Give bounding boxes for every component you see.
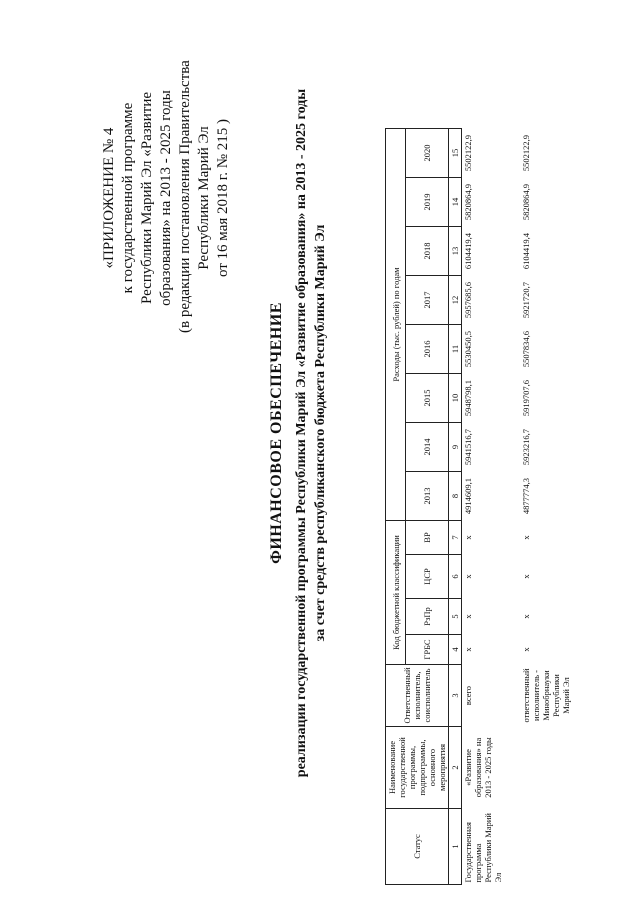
column-number: 15 — [449, 129, 462, 178]
column-number: 7 — [449, 521, 462, 555]
header-csr: ЦСР — [406, 555, 449, 599]
row-name: «Развитие образования» на 2013 - 2025 годы — [463, 737, 493, 798]
header-status: Статус — [386, 809, 449, 885]
header-rzpr: РзПр — [406, 599, 449, 635]
row-value: 5921720,7 — [520, 281, 531, 319]
row-value: 5919707,6 — [520, 379, 531, 417]
header-name: Наименование государственной программы, подпрограммы, основного мероприятия — [386, 727, 449, 809]
column-number: 13 — [449, 227, 462, 276]
header-year: 2014 — [406, 423, 449, 472]
row-value: 5820864,9 — [520, 183, 531, 221]
column-number: 14 — [449, 178, 462, 227]
row-value: 5530450,5 — [463, 330, 473, 368]
appendix-line: к государственной программе — [120, 102, 136, 294]
column-number: 10 — [449, 374, 462, 423]
column-number: 3 — [449, 665, 462, 727]
row-vr: x — [463, 535, 473, 540]
row-value: 5923216,7 — [520, 428, 531, 466]
header-year: 2018 — [406, 227, 449, 276]
row-rzpr: x — [463, 614, 473, 619]
title-main: ФИНАНСОВОЕ ОБЕСПЕЧЕНИЕ — [268, 302, 285, 564]
header-expenses: Расходы (тыс. рублей) по годам — [386, 129, 406, 521]
row-rzpr: x — [520, 614, 531, 619]
appendix-line: Республики Марий Эл «Развитие — [139, 92, 155, 305]
appendix-line: (в редакции постановления Правительства — [177, 60, 193, 333]
header-year: 2020 — [406, 129, 449, 178]
header-year: 2017 — [406, 276, 449, 325]
appendix-line: «ПРИЛОЖЕНИЕ № 4 — [101, 127, 117, 269]
appendix-line: образования» на 2013 - 2025 годы — [158, 90, 174, 306]
row-executor: всего — [463, 685, 473, 706]
row-value: 6104419,4 — [520, 232, 531, 270]
header-grbs: ГРБС — [406, 635, 449, 665]
column-number: 4 — [449, 635, 462, 665]
header-year: 2016 — [406, 325, 449, 374]
row-vr: x — [520, 535, 531, 540]
row-value: 5948798,1 — [463, 379, 473, 417]
appendix-line: Республики Марий Эл — [196, 126, 212, 270]
row-value: 4877774,3 — [520, 477, 531, 515]
title-subtitle-2: за счет средств республиканского бюджета Республики Марий Эл — [313, 224, 328, 642]
column-number: 11 — [449, 325, 462, 374]
row-value: 5502122,9 — [520, 134, 531, 172]
table-row — [462, 129, 520, 885]
appendix-line: от 16 мая 2018 г. № 215 ) — [215, 118, 231, 278]
header-year: 2019 — [406, 178, 449, 227]
row-csr: x — [463, 574, 473, 579]
row-value: 4914609,1 — [463, 477, 473, 515]
header-budget-code: Код бюджетной классификации — [386, 521, 406, 665]
column-number: 1 — [449, 809, 462, 885]
title-subtitle: реализации государственной программы Республики Марий Эл «Развитие образования» на 2013 - 2025 годы — [294, 88, 309, 778]
row-value: 5507834,6 — [520, 330, 531, 368]
row-value: 5957685,6 — [463, 281, 473, 319]
column-number: 12 — [449, 276, 462, 325]
column-number: 6 — [449, 555, 462, 599]
column-number: 9 — [449, 423, 462, 472]
document-title — [268, 23, 330, 843]
row-status: Государственная программа Республики Марий Эл — [463, 813, 503, 883]
row-value: 5820864,9 — [463, 183, 473, 221]
row-value: 5941516,7 — [463, 428, 473, 466]
row-csr: x — [520, 574, 531, 579]
column-number: 8 — [449, 472, 462, 521]
header-executor: Ответственный исполнитель, соисполнитель — [386, 665, 449, 727]
column-number: 5 — [449, 599, 462, 635]
row-executor: ответственный исполнитель - Минобрнауки Республики Марий Эл — [520, 668, 571, 723]
row-value: 6104419,4 — [463, 232, 473, 270]
financing-table — [385, 128, 590, 885]
row-grbs: x — [463, 647, 473, 652]
table-row — [520, 129, 590, 885]
header-year: 2013 — [406, 472, 449, 521]
appendix-header — [100, 60, 233, 333]
row-value: 5502122,9 — [463, 134, 473, 172]
header-vr: ВР — [406, 521, 449, 555]
column-number: 2 — [449, 727, 462, 809]
header-year: 2015 — [406, 374, 449, 423]
row-grbs: x — [520, 647, 531, 652]
row-status — [520, 809, 590, 885]
row-name — [520, 727, 590, 809]
column-number-row — [449, 129, 462, 885]
header-row — [386, 129, 406, 885]
